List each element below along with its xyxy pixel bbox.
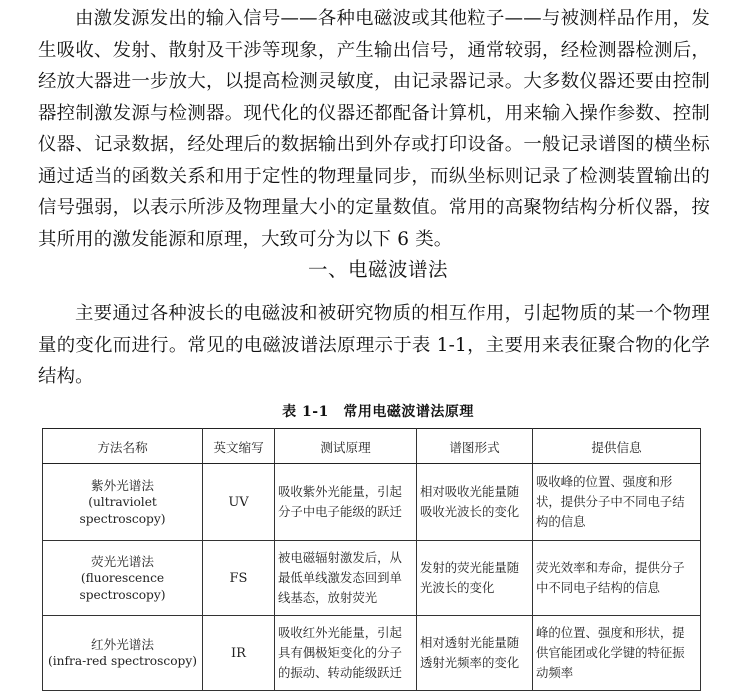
- info-cell: 荧光效率和寿命，提供分子中不同电子结构的信息: [533, 541, 701, 616]
- table-row: [43, 616, 701, 691]
- section-paragraph: 主要通过各种波长的电磁波和被研究物质的相互作用，引起物质的某一个物理量的变化而进行。常见的电磁波谱法原理示于表 1-1，主要用来表征聚合物的化学结构。: [38, 303, 710, 387]
- abbreviation-cell: FS: [203, 541, 275, 616]
- method-name-cn: 紫外光谱法: [91, 477, 154, 493]
- method-name-cn: 红外光谱法: [91, 637, 154, 652]
- section-heading: 一、电磁波谱法: [307, 258, 448, 281]
- table-header-row: [43, 429, 701, 464]
- info-cell: 吸收峰的位置、强度和形状，提供分子中不同电子结构的信息: [533, 464, 701, 541]
- header-abbreviation: 英文缩写: [203, 429, 275, 464]
- header-spectrum-form: 谱图形式: [417, 429, 533, 464]
- principle-cell: 被电磁辐射激发后，从最低单线激发态回到单线基态，放射荧光: [275, 541, 417, 616]
- method-name-en: (fluorescence spectroscopy): [79, 570, 166, 602]
- principle-cell: 吸收红外光能量，引起具有偶极矩变化的分子的振动、转动能级跃迁: [275, 616, 417, 691]
- abbreviation-cell: IR: [203, 616, 275, 691]
- spectrum-cell: 发射的荧光能量随光波长的变化: [417, 541, 533, 616]
- spectrum-cell: 相对透射光能量随透射光频率的变化: [417, 616, 533, 691]
- header-information: 提供信息: [533, 429, 701, 464]
- method-table: [42, 428, 701, 691]
- method-name-cell: [43, 464, 203, 541]
- spectrum-cell: 相对吸收光能量随吸收光波长的变化: [417, 464, 533, 541]
- intro-paragraph: 由激发源发出的输入信号——各种电磁波或其他粒子——与被测样品作用，发生吸收、发射、散射及干涉等现象，产生输出信号，通常较弱，经检测器检测后，经放大器进一步放大，以提高检测灵敏度，由记录器记录。大多数仪器还要由控制器控制激发源与检测器。现代化的仪器还都配备计算机，用来输入操作参数、控制仪器、记录数据，经处理后的数据输出到外存或打印设备。一般记录谱图的横坐标通过适当的函数关系和用于定性的物理量同步，而纵坐标则记录了检测装置输出的信号强弱，以表示所涉及物理量大小的定量数值。常用的高聚物结构分析仪器，按其所用的激发能源和原理，大致可分为以下 6 类。: [38, 8, 710, 250]
- method-name-en: (ultraviolet spectroscopy): [79, 494, 166, 526]
- table-caption: 表 1-1 常用电磁波谱法原理: [282, 404, 474, 420]
- method-name-cn: 荧光光谱法: [91, 553, 154, 569]
- header-method-name: 方法名称: [43, 429, 203, 464]
- method-name-en: (infra-red spectroscopy): [48, 654, 197, 668]
- table-row: [43, 464, 701, 541]
- header-principle: 测试原理: [275, 429, 417, 464]
- method-name-cell: [43, 616, 203, 691]
- abbreviation-cell: UV: [203, 464, 275, 541]
- principle-cell: 吸收紫外光能量，引起分子中电子能级的跃迁: [275, 464, 417, 541]
- table-row: [43, 541, 701, 616]
- method-name-cell: [43, 541, 203, 616]
- info-cell: 峰的位置、强度和形状，提供官能团或化学键的特征振动频率: [533, 616, 701, 691]
